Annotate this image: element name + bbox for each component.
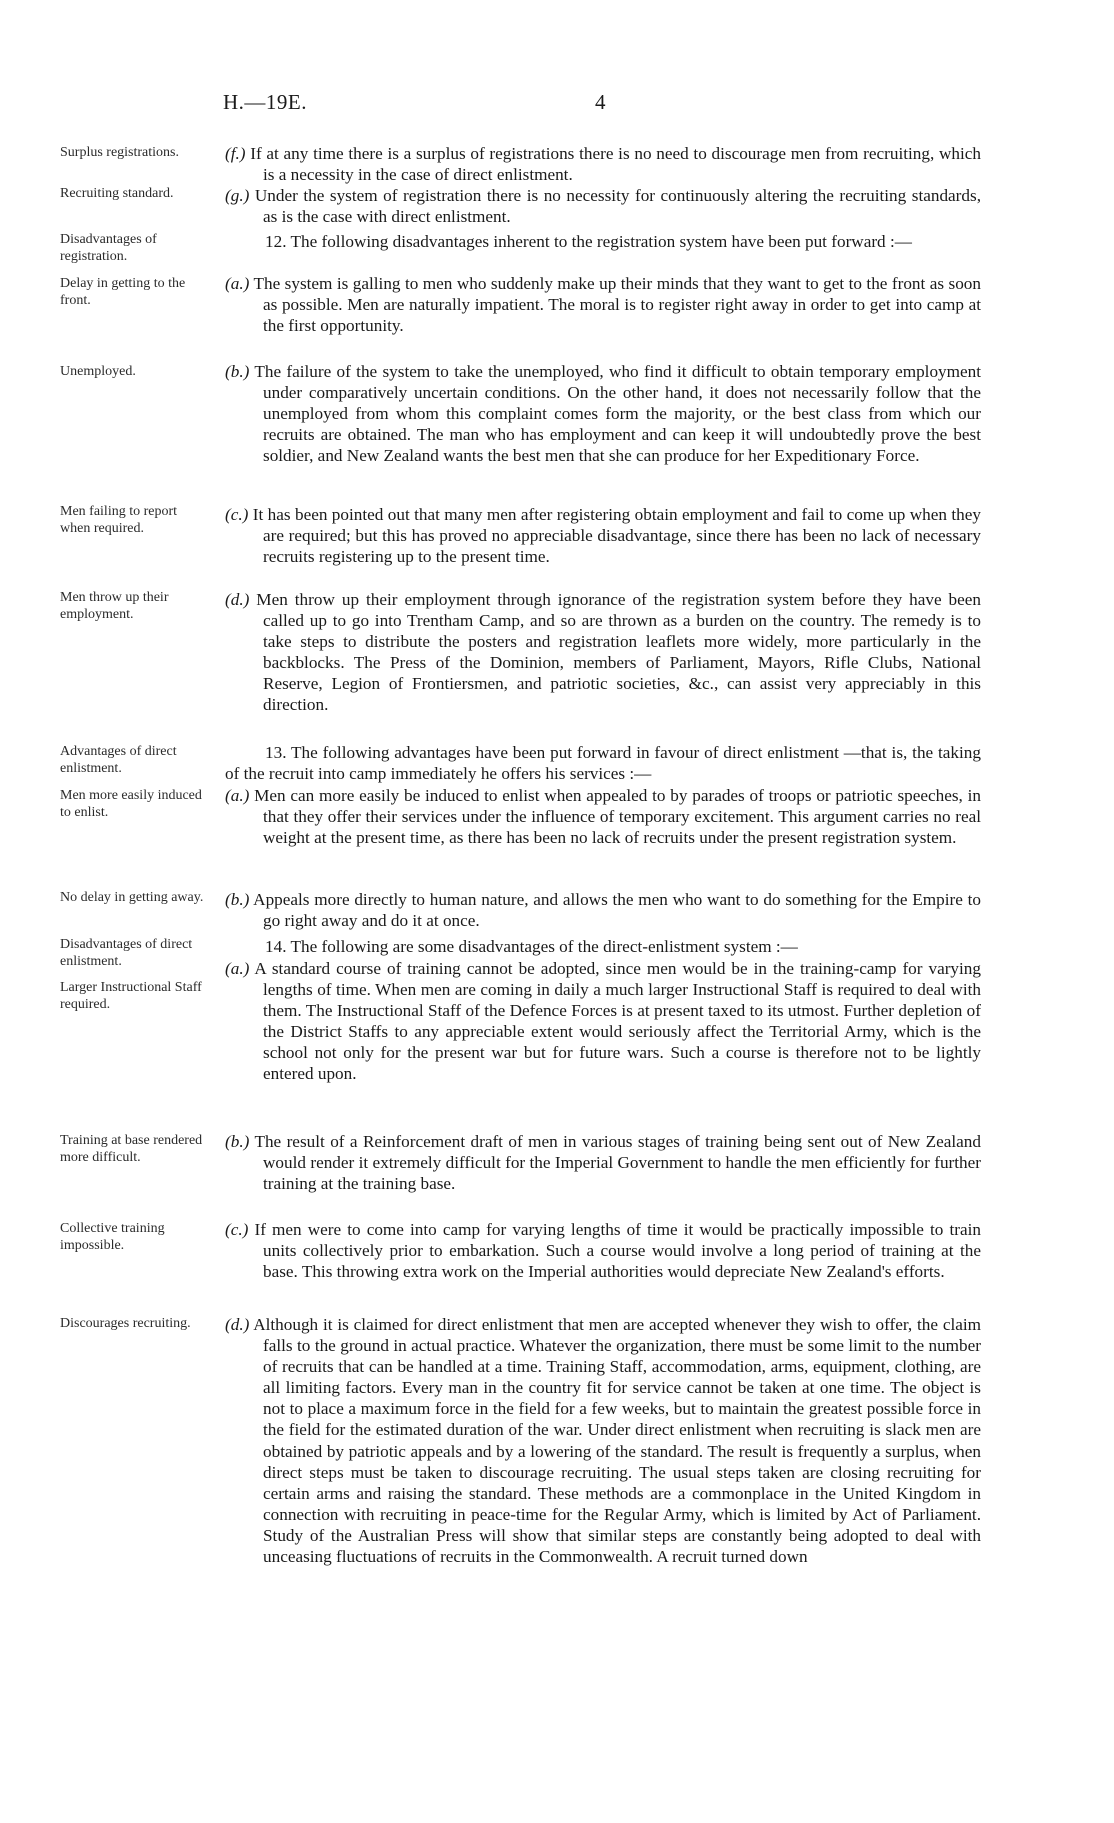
item-label: (d.) (225, 590, 250, 609)
paragraph-13 (225, 742, 981, 784)
margin-note-delay-front: Delay in getting to the front. (60, 276, 186, 308)
item-14d (225, 1314, 981, 1567)
margin-note-men-throw-up: Men throw up their employment. (60, 590, 169, 622)
margin-note-surplus: Surplus registrations. (60, 145, 179, 160)
item-label: (b.) (225, 890, 250, 909)
page-header-ref: H.—19E. (223, 90, 307, 114)
item-text: Although it is claimed for direct enlistment that men are accepted whenever they wish to offer, the claim falls to the ground in actual practice. Whatever the organization, there must be some limit to the number of recruits that can be handled at a time. Training Staff, accommodation, arms, equipment, clothing, are all limiting factors. Every man in the country fit for service cannot be taken at one time. The object is not to place a maximum force in the field for a few weeks, but to maintain the greatest possible force in the field for the estimated duration of the war. Under direct enlistment when recruiting is slack men are obtained by patriotic appeals and by a lowering of the standard. The result is frequently a surplus, when direct steps must be taken to discourage recruiting. The usual steps taken are closing recruiting for certain arms and raising the standard. These methods are a commonplace in the United Kingdom in connection with recruiting in peace-time for the Regular Army, which is limited by Act of Parliament. Study of the Australian Press will show that similar steps are constantly being adopted to deal with unceasing fluctuations of recruits in the Commonwealth. A recruit turned down (249, 1315, 981, 1567)
item-text: Under the system of registration there is no necessity for continuously altering the recruiting standards, as is the case with direct enlistment. (249, 186, 981, 227)
item-12a (225, 273, 981, 336)
item-text: Appeals more directly to human nature, and allows the men who want to do something for the Empire to go right away and do it at once. (249, 890, 981, 931)
paragraph-text: 13. The following advantages have been put forward in favour of direct enlistment —that is, the taking of the recruit into camp immediately he offers his services :— (225, 743, 981, 784)
item-12b (225, 361, 981, 466)
paragraph-text: 12. The following disadvantages inherent to the registration system have been put forward :— (265, 232, 912, 251)
item-12c (225, 504, 981, 567)
margin-note-disadvantages-registration: Disadvantages of registration. (60, 232, 157, 264)
margin-note-disadvantages-direct: Disadvantages of direct enlistment. (60, 937, 193, 969)
margin-note-men-more-easily: Men more easily induced to enlist. (60, 788, 202, 820)
margin-note-collective-training: Collective training impossible. (60, 1221, 165, 1253)
item-label: (g.) (225, 186, 250, 205)
item-label: (f.) (225, 144, 246, 163)
paragraph-12 (225, 231, 981, 252)
item-14c (225, 1219, 981, 1282)
item-text: A standard course of training cannot be adopted, since men would be in the training-camp for varying lengths of time. When men are coming in daily a much larger Instructional Staff is required to deal with them. The Instructional Staff of the Defence Forces is at present taxed to its utmost. Further depletion of the District Staffs to any appreciable extent would seriously affect the Territorial Army, which is the school not only for the present war but for future wars. Such a course is therefore not to be lightly entered upon. (249, 959, 981, 1084)
page-number: 4 (595, 90, 606, 114)
margin-note-recruiting-standard: Recruiting standard. (60, 186, 174, 201)
item-g (225, 185, 981, 227)
item-label: (d.) (225, 1315, 250, 1334)
item-text: The system is galling to men who suddenly make up their minds that they want to get to the front as soon as possible. Men are naturally impatient. The moral is to register right away in order to get into camp at the first opportunity. (249, 274, 981, 336)
item-label: (a.) (225, 786, 250, 805)
item-label: (b.) (225, 1132, 250, 1151)
item-label: (b.) (225, 362, 250, 381)
item-14b (225, 1131, 981, 1194)
item-label: (a.) (225, 274, 250, 293)
margin-note-no-delay: No delay in getting away. (60, 890, 204, 905)
item-f (225, 143, 981, 185)
item-text: The failure of the system to take the unemployed, who find it difficult to obtain temporary employment under comparatively uncertain conditions. On the other hand, it does not necessarily follow that the unemployed from whom this complaint comes form the majority, or the best class from which our recruits are obtained. The man who has employment and can keep it will undoubtedly prove the best soldier, and New Zealand wants the best men that she can produce for her Expeditionary Force. (249, 362, 981, 466)
item-label: (c.) (225, 1220, 249, 1239)
item-text: If men were to come into camp for varying lengths of time it would be practically impossible to train units collectively prior to embarkation. Such a course would involve a long period of training at the base. This throwing extra work on the Imperial authorities would depreciate New Zealand's efforts. (248, 1220, 981, 1282)
margin-note-advantages-direct: Advantages of direct enlistment. (60, 744, 177, 776)
item-text: Men can more easily be induced to enlist when appealed to by parades of troops or patriotic speeches, in that they offer their services under the influence of temporary excitement. This argument carries no real weight at the present time, as there has been no lack of recruits under the present registration system. (249, 786, 981, 848)
margin-note-men-failing: Men failing to report when required. (60, 504, 178, 536)
item-text: If at any time there is a surplus of registrations there is no need to discourage men from recruiting, which is a necessity in the case of direct enlistment. (245, 144, 981, 185)
margin-note-training-base: Training at base rendered more difficult. (60, 1133, 203, 1165)
item-13b (225, 889, 981, 931)
item-14a (225, 958, 981, 1085)
margin-note-unemployed: Unemployed. (60, 364, 136, 379)
item-label: (a.) (225, 959, 250, 978)
item-12d (225, 589, 981, 716)
item-13a (225, 785, 981, 848)
margin-note-discourages: Discourages recruiting. (60, 1316, 191, 1331)
item-text: The result of a Reinforcement draft of men in various stages of training being sent out of New Zealand would render it extremely difficult for the Imperial Government to handle the men efficiently for further training at the training base. (249, 1132, 981, 1194)
item-text: Men throw up their employment through ignorance of the registration system before they have been called up to go into Trentham Camp, and so are thrown as a burden on the country. The remedy is to take steps to distribute the posters and registration leaflets more widely, more particularly in the backblocks. The Press of the Dominion, members of Parliament, Mayors, Rifle Clubs, National Reserve, Legion of Frontiersmen, and patriotic societies, &c., can assist very appreciably in this direction. (249, 590, 981, 715)
item-text: It has been pointed out that many men after registering obtain employment and fail to come up when they are required; but this has proved no appreciable disadvantage, since there has been no lack of necessary recruits registering up to the present time. (248, 505, 981, 567)
paragraph-text: 14. The following are some disadvantages of the direct-enlistment system :— (265, 937, 798, 956)
paragraph-14 (225, 936, 981, 957)
item-label: (c.) (225, 505, 249, 524)
margin-note-larger-staff: Larger Instructional Staff required. (60, 980, 202, 1012)
